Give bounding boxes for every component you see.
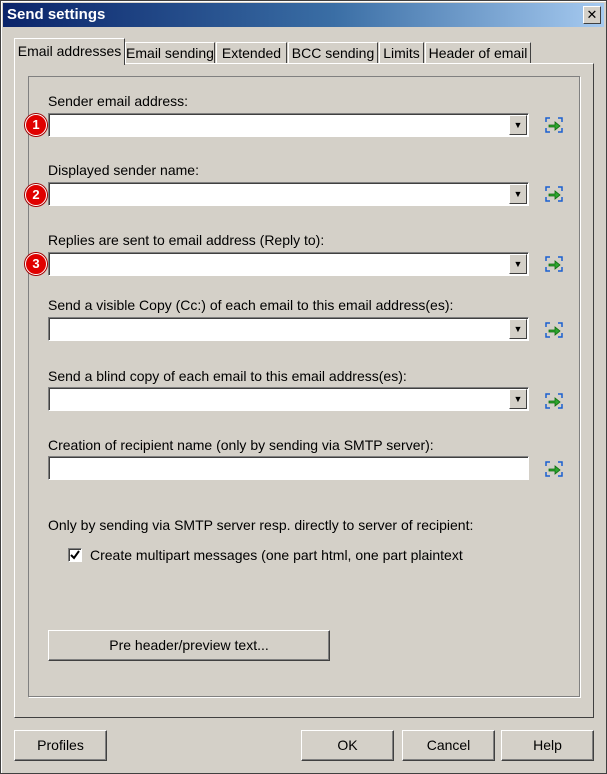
- sender-name-label: Displayed sender name:: [48, 162, 199, 178]
- title-bar[interactable]: [3, 3, 604, 27]
- callout-badge-1: 1: [25, 114, 47, 136]
- dropdown-arrow-icon[interactable]: ▼: [509, 254, 527, 274]
- cc-combo[interactable]: [48, 317, 529, 341]
- bcc-combo[interactable]: [48, 387, 529, 411]
- window-title: Send settings: [7, 6, 106, 23]
- tab-label: Extended: [221, 45, 282, 61]
- reply-to-label: Replies are sent to email address (Reply to):: [48, 232, 325, 248]
- smtp-info-text: Only by sending via SMTP server resp. directly to server of recipient:: [48, 517, 474, 533]
- multipart-label[interactable]: Create multipart messages (one part html, one part plaintext: [90, 547, 463, 563]
- insert-field-icon[interactable]: [545, 186, 563, 202]
- tab-bcc-sending[interactable]: [288, 42, 378, 64]
- callout-badge-3: 3: [25, 253, 47, 275]
- cancel-button[interactable]: [402, 730, 495, 761]
- insert-field-icon[interactable]: [545, 256, 563, 272]
- tab-limits[interactable]: [379, 42, 424, 64]
- multipart-checkbox[interactable]: [68, 548, 82, 562]
- help-button[interactable]: [501, 730, 594, 761]
- cancel-button-label: Cancel: [426, 737, 471, 753]
- ok-button[interactable]: [301, 730, 394, 761]
- insert-field-icon[interactable]: [545, 117, 563, 133]
- recipient-name-input[interactable]: [48, 456, 529, 480]
- recipient-name-label: Creation of recipient name (only by sending via SMTP server):: [48, 437, 434, 453]
- bcc-label: Send a blind copy of each email to this email address(es):: [48, 368, 407, 384]
- profiles-button[interactable]: [14, 730, 107, 761]
- checkmark-icon: [70, 550, 80, 560]
- insert-field-icon[interactable]: [545, 322, 563, 338]
- callout-badge-2: 2: [25, 184, 47, 206]
- insert-field-icon[interactable]: [545, 393, 563, 409]
- cc-label: Send a visible Copy (Cc:) of each email to this email address(es):: [48, 297, 454, 313]
- tab-label: Limits: [383, 45, 420, 61]
- tab-label: Header of email: [428, 45, 528, 61]
- help-button-label: Help: [533, 737, 562, 753]
- insert-field-icon[interactable]: [545, 461, 563, 477]
- sender-name-combo[interactable]: [48, 182, 529, 206]
- close-icon: ✕: [586, 7, 598, 22]
- preheader-button-label: Pre header/preview text...: [109, 637, 269, 653]
- tab-email-sending[interactable]: [125, 42, 215, 64]
- dropdown-arrow-icon[interactable]: ▼: [509, 184, 527, 204]
- reply-to-combo[interactable]: [48, 252, 529, 276]
- tab-email-addresses[interactable]: [14, 38, 125, 65]
- preheader-button[interactable]: [48, 630, 330, 661]
- sender-email-label: Sender email address:: [48, 93, 189, 109]
- dropdown-arrow-icon[interactable]: ▼: [509, 389, 527, 409]
- dropdown-arrow-icon[interactable]: ▼: [509, 319, 527, 339]
- ok-button-label: OK: [337, 737, 358, 753]
- tab-label: BCC sending: [291, 45, 375, 61]
- dropdown-arrow-icon[interactable]: ▼: [509, 115, 527, 135]
- close-button[interactable]: [583, 6, 601, 24]
- tab-label: Email addresses: [17, 43, 122, 59]
- tab-label: Email sending: [126, 45, 214, 61]
- tab-panel-email-addresses: [14, 63, 594, 718]
- tab-header-of-email[interactable]: [425, 42, 531, 64]
- profiles-button-label: Profiles: [37, 737, 84, 753]
- tab-extended[interactable]: [216, 42, 287, 64]
- sender-email-combo[interactable]: [48, 113, 529, 137]
